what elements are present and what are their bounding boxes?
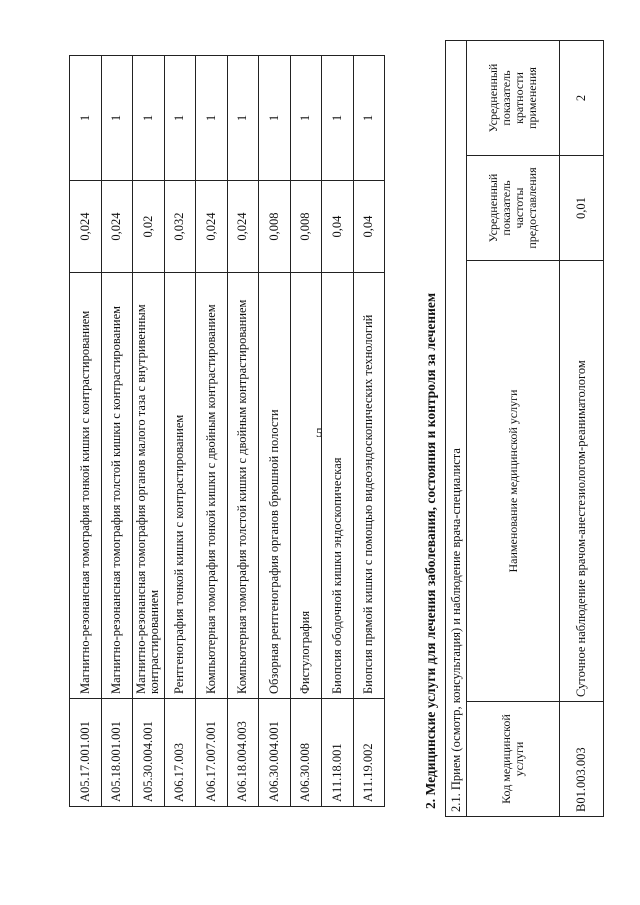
service-code: B01.003.003	[560, 702, 604, 817]
table-row	[322, 56, 354, 807]
table-row	[259, 56, 291, 807]
service-code: A06.17.003	[164, 699, 196, 807]
service-code: A05.18.001.001	[101, 699, 133, 807]
header-frequency: Усредненный показатель частоты предоставления	[467, 156, 560, 261]
multiplicity-value: 1	[353, 56, 385, 181]
table-row	[290, 56, 322, 807]
service-name: Рентгенография тонкой кишки с контрастированием	[164, 273, 196, 699]
table-row	[560, 41, 604, 817]
frequency-value: 0,032	[164, 181, 196, 273]
multiplicity-value: 1	[164, 56, 196, 181]
table-row	[353, 56, 385, 807]
service-name: Магнитно-резонансная томография толстой кишки с контрастированием	[101, 273, 133, 699]
frequency-value: 0,008	[290, 181, 322, 273]
service-code: A11.19.002	[353, 699, 385, 807]
service-code: A05.17.001.001	[70, 699, 102, 807]
frequency-value: 0,04	[353, 181, 385, 273]
treatment-services-table	[445, 40, 604, 817]
service-name: Магнитно-резонансная томография тонкой кишки с контрастированием	[70, 273, 102, 699]
table-row	[164, 56, 196, 807]
header-code: Код медицинской услуги	[467, 702, 560, 817]
frequency-value: 0,024	[196, 181, 228, 273]
service-code: A11.18.001	[322, 699, 354, 807]
table-row	[133, 56, 165, 807]
service-name: Биопсия прямой кишки с помощью видеоэндоскопических технологий	[353, 273, 385, 699]
frequency-value: 0,024	[70, 181, 102, 273]
service-name: Компьютерная томография толстой кишки с двойным контрастированием	[227, 273, 259, 699]
table-row	[227, 56, 259, 807]
multiplicity-value: 1	[196, 56, 228, 181]
service-name: Биопсия ободочной кишки эндоскопическая	[322, 273, 354, 699]
table-header-row	[467, 41, 560, 817]
frequency-value: 0,024	[227, 181, 259, 273]
multiplicity-value: 1	[290, 56, 322, 181]
frequency-value: 0,02	[133, 181, 165, 273]
service-code: A06.18.004.003	[227, 699, 259, 807]
page-number: 5	[316, 425, 323, 440]
service-code: A06.30.004.001	[259, 699, 291, 807]
multiplicity-value: 1	[101, 56, 133, 181]
multiplicity-value: 1	[322, 56, 354, 181]
subsection-heading: 2.1. Прием (осмотр, консультация) и наблюдение врача-специалиста	[446, 41, 467, 817]
service-name: Суточное наблюдение врачом-анестезиологом-реаниматологом	[560, 261, 604, 702]
frequency-value: 0,01	[560, 156, 604, 261]
service-code: A06.30.008	[290, 699, 322, 807]
section-heading: 2. Медицинские услуги для лечения заболевания, состояния и контроля за лечением	[423, 292, 438, 809]
header-name: Наименование медицинской услуги	[467, 261, 560, 702]
frequency-value: 0,024	[101, 181, 133, 273]
frequency-value: 0,008	[259, 181, 291, 273]
services-table-continuation	[69, 55, 385, 807]
service-code: A06.17.007.001	[196, 699, 228, 807]
header-multiplicity: Усредненный показатель кратности применения	[467, 41, 560, 156]
service-name: Магнитно-резонансная томография органов малого таза с внутривенным контрастированием	[133, 273, 165, 699]
multiplicity-value: 1	[70, 56, 102, 181]
multiplicity-value: 1	[259, 56, 291, 181]
service-name: Компьютерная томография тонкой кишки с двойным контрастированием	[196, 273, 228, 699]
table-row	[196, 56, 228, 807]
service-name: Обзорная рентгенография органов брюшной полости	[259, 273, 291, 699]
multiplicity-value: 1	[227, 56, 259, 181]
service-name: Фистулография	[290, 273, 322, 699]
table-row	[101, 56, 133, 807]
multiplicity-value: 2	[560, 41, 604, 156]
multiplicity-value: 1	[133, 56, 165, 181]
frequency-value: 0,04	[322, 181, 354, 273]
table-row	[70, 56, 102, 807]
service-code: A05.30.004.001	[133, 699, 165, 807]
table-subheading-row	[446, 41, 467, 817]
